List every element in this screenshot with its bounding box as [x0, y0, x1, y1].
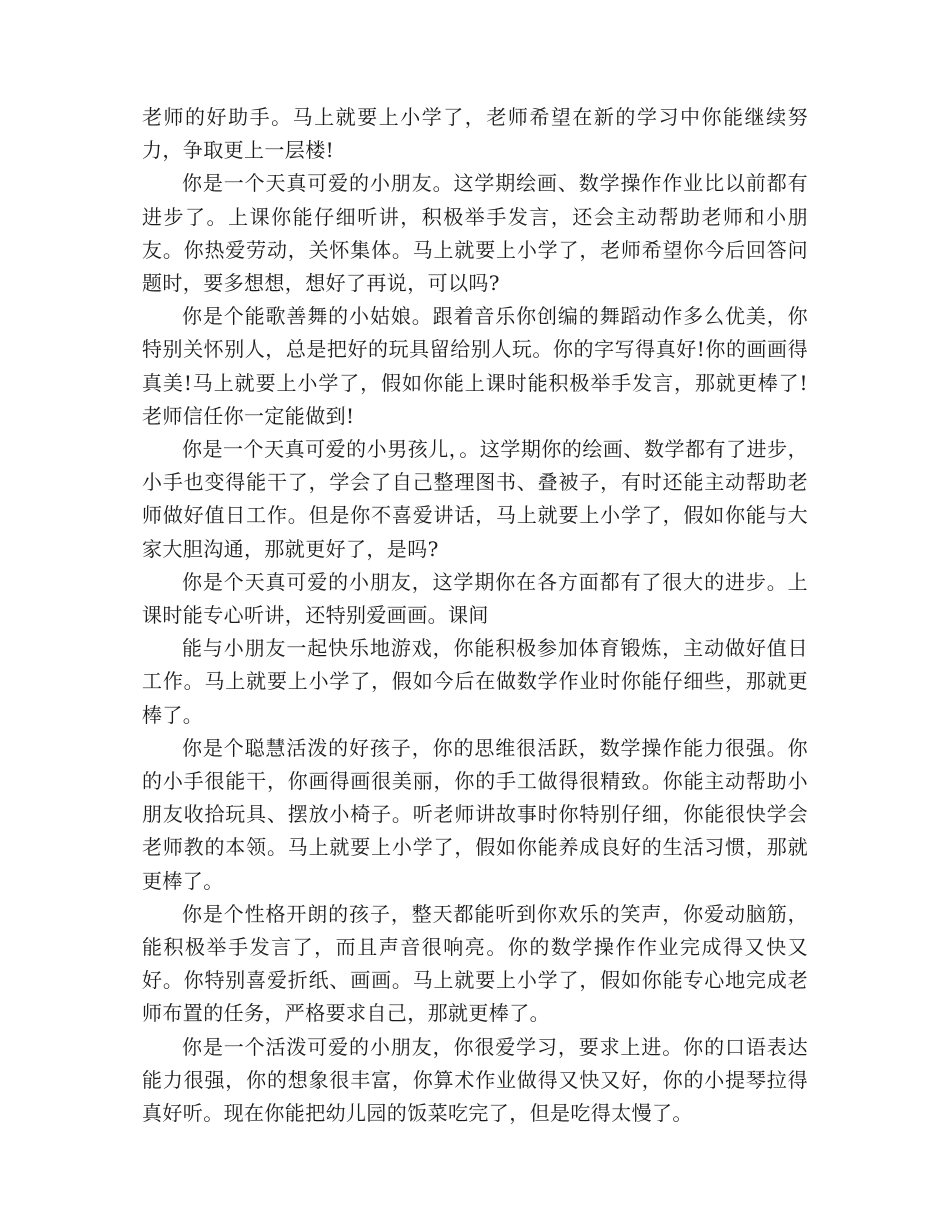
paragraph: 你是个天真可爱的小朋友，这学期你在各方面都有了很大的进步。上课时能专心听讲，还特别爱画画。课间: [142, 569, 808, 628]
paragraph: 你是一个天真可爱的小朋友。这学期绘画、数学操作作业比以前都有进步了。上课你能仔细听讲，积极举手发言，还会主动帮助老师和小朋友。你热爱劳动，关怀集体。马上就要上小学了，老师希望你今后回答问题时，要多想想，想好了再说，可以吗?: [142, 171, 808, 296]
paragraph: 你是个聪慧活泼的好孩子，你的思维很活跃，数学操作能力很强。你的小手很能干，你画得画很美丽，你的手工做得很精致。你能主动帮助小朋友收拾玩具、摆放小椅子。听老师讲故事时你特别仔细，你能很快学会老师教的本领。马上就要上小学了，假如你能养成良好的生活习惯，那就更棒了。: [142, 735, 808, 893]
paragraph: 你是个性格开朗的孩子，整天都能听到你欢乐的笑声，你爱动脑筋，能积极举手发言了，而且声音很响亮。你的数学操作作业完成得又快又好。你特别喜爱折纸、画画。马上就要上小学了，假如你能专心地完成老师布置的任务，严格要求自己，那就更棒了。: [142, 901, 808, 1026]
paragraph: 能与小朋友一起快乐地游戏，你能积极参加体育锻炼，主动做好值日工作。马上就要上小学了，假如今后在做数学作业时你能仔细些，那就更棒了。: [142, 636, 808, 727]
document-body: [142, 101, 808, 1130]
paragraph: 老师的好助手。马上就要上小学了，老师希望在新的学习中你能继续努力，争取更上一层楼!: [142, 105, 808, 163]
paragraph: 你是个能歌善舞的小姑娘。跟着音乐你创编的舞蹈动作多么优美，你特别关怀别人，总是把好的玩具留给别人玩。你的字写得真好!你的画画得真美!马上就要上小学了，假如你能上课时能积极举手发言，那就更棒了!老师信任你一定能做到!: [142, 304, 808, 428]
paragraph: 你是一个天真可爱的小男孩儿，。这学期你的绘画、数学都有了进步，小手也变得能干了，学会了自己整理图书、叠被子，有时还能主动帮助老师做好值日工作。但是你不喜爱讲话，马上就要上小学了，假如你能与大家大胆沟通，那就更好了，是吗?: [142, 437, 808, 561]
paragraph: 你是一个活泼可爱的小朋友，你很爱学习，要求上进。你的口语表达能力很强，你的想象很丰富，你算术作业做得又快又好，你的小提琴拉得真好听。现在你能把幼儿园的饭菜吃完了，但是吃得太慢了。: [142, 1034, 808, 1126]
